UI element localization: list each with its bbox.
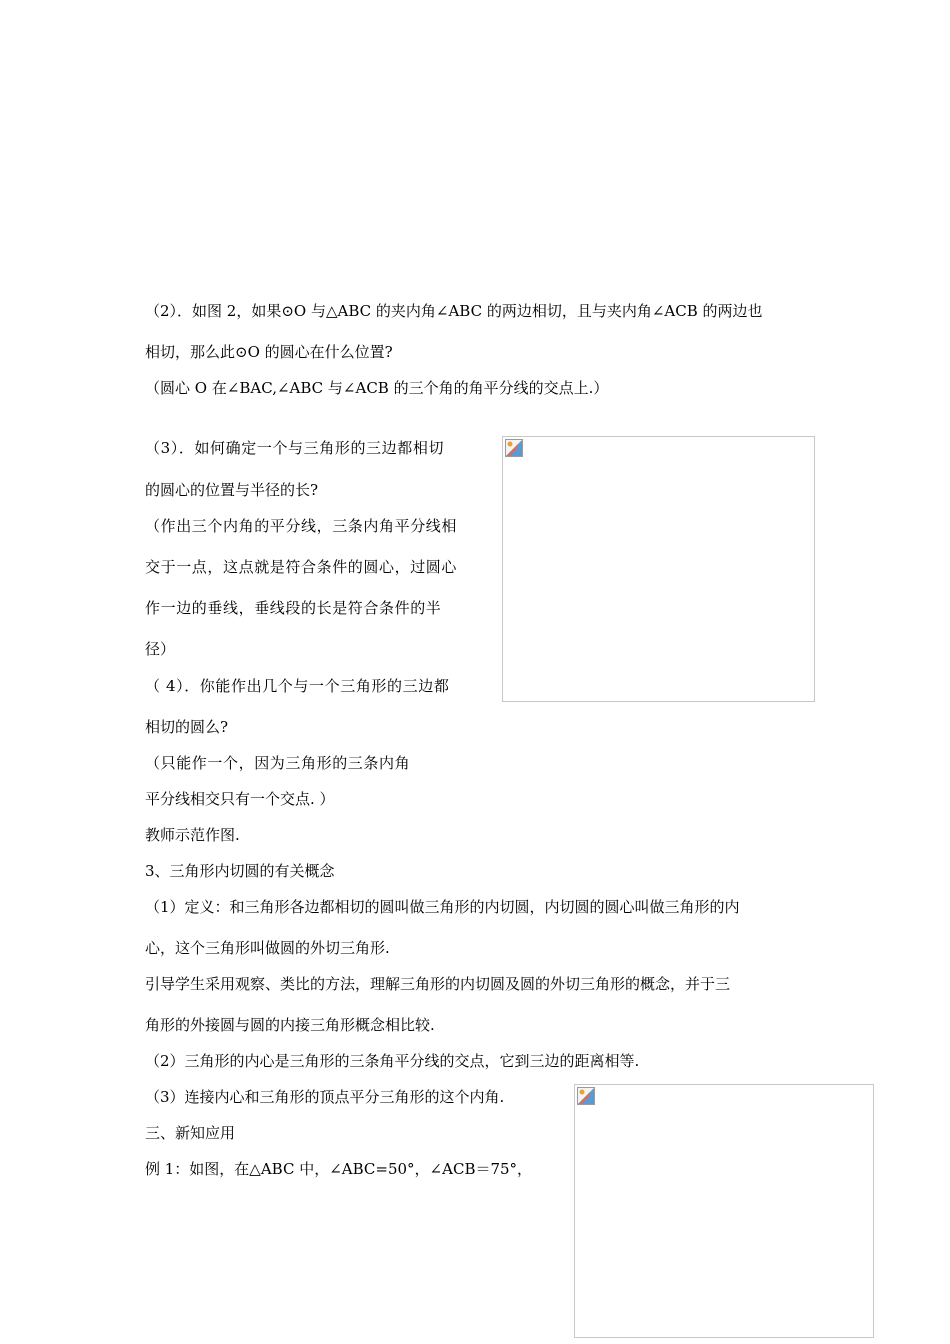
question-3-answer-1: （作出三个内角的平分线，三条内角平分线相 — [145, 517, 458, 535]
definition-3: （3）连接内心和三角形的顶点平分三角形的这个内角. — [145, 1088, 505, 1106]
question-4-answer-2: 平分线相交只有一个交点. ） — [145, 790, 335, 808]
question-2-line-1: （2）．如图 2，如果⊙O 与△ABC 的夹内角∠ABC 的两边相切，且与夹内角∠ACB 的两边也 — [145, 302, 763, 320]
question-3-answer-2: 交于一点，这点就是符合条件的圆心，过圆心 — [145, 558, 458, 576]
question-3-line-1: （3）．如何确定一个与三角形的三边都相切 — [145, 439, 445, 457]
example-1: 例 1：如图，在△ABC 中，∠ABC=50°，∠ACB＝75°， — [145, 1160, 533, 1178]
question-3-answer-3: 作一边的垂线，垂线段的长是符合条件的半 — [145, 599, 442, 617]
broken-image-icon — [577, 1087, 595, 1105]
broken-image-icon — [505, 439, 523, 457]
figure-image-placeholder — [502, 436, 815, 702]
guide-line-1: 引导学生采用观察、类比的方法，理解三角形的内切圆及圆的外切三角形的概念，并于三 — [145, 975, 731, 993]
section-3-title: 3、三角形内切圆的有关概念 — [145, 862, 335, 880]
question-3-answer-4: 径） — [145, 640, 176, 658]
question-4-answer-1: （只能作一个，因为三角形的三条内角 — [145, 754, 411, 772]
example-image-placeholder — [574, 1084, 874, 1338]
question-4-line-1: （ 4）．你能作出几个与一个三角形的三边都 — [145, 677, 450, 695]
question-2-line-2: 相切，那么此⊙O 的圆心在什么位置? — [145, 343, 393, 361]
definition-1-line-1: （1）定义：和三角形各边都相切的圆叫做三角形的内切圆，内切圆的圆心叫做三角形的内 — [145, 898, 740, 916]
question-3-line-2: 的圆心的位置与半径的长? — [145, 481, 319, 499]
guide-line-2: 角形的外接圆与圆的内接三角形概念相比较. — [145, 1016, 435, 1034]
question-4-line-2: 相切的圆么? — [145, 718, 229, 736]
definition-2: （2）三角形的内心是三角形的三条角平分线的交点，它到三边的距离相等. — [145, 1052, 640, 1070]
question-2-answer: （圆心 O 在∠BAC,∠ABC 与∠ACB 的三个角的角平分线的交点上.） — [145, 379, 609, 397]
teacher-demo: 教师示范作图. — [145, 826, 240, 844]
part-3-title: 三、新知应用 — [145, 1124, 236, 1142]
definition-1-line-2: 心，这个三角形叫做圆的外切三角形. — [145, 939, 390, 957]
